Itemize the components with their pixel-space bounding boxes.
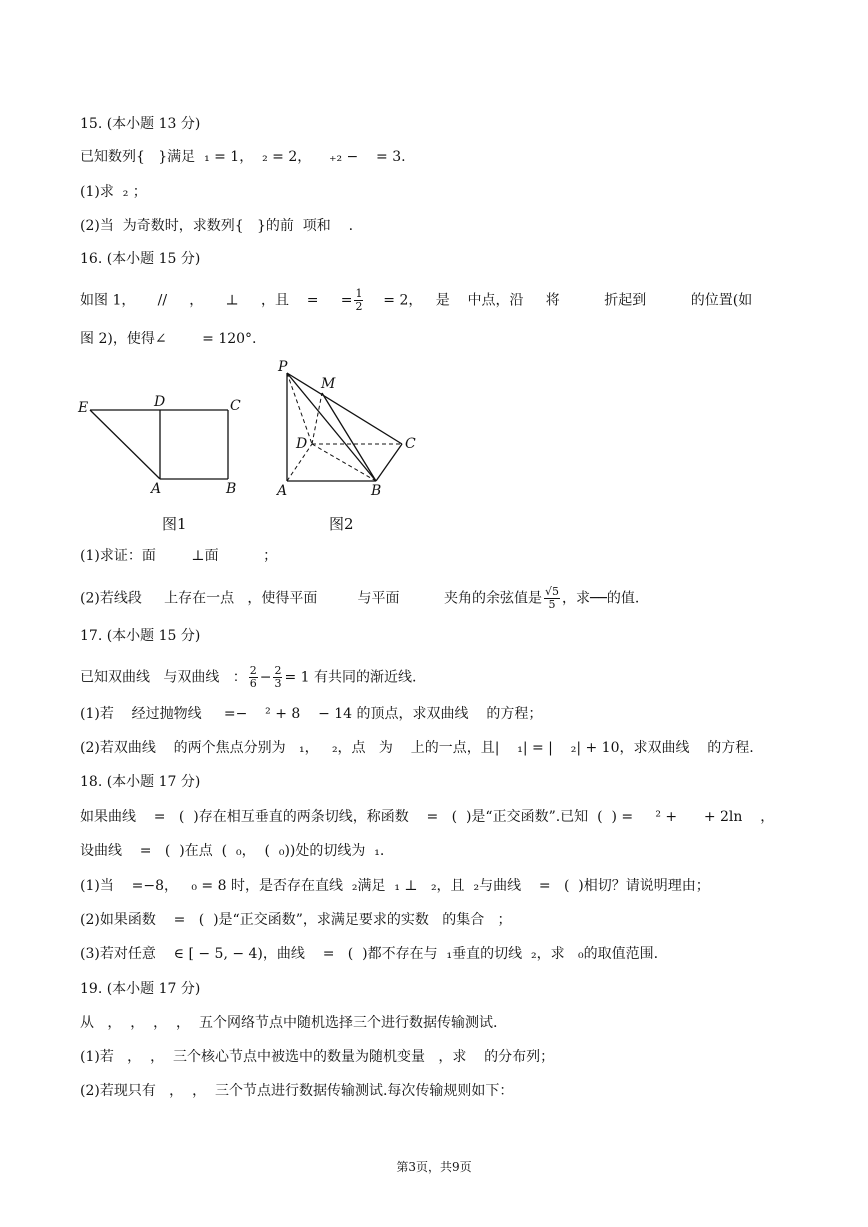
fig1-label-E: E <box>78 400 89 416</box>
q18-statement-line1: 如果曲线 = ( )存在相互垂直的两条切线，称函数 = ( )是“正交函数”.已知 ( ) = ² + + 2ln ， <box>80 809 775 825</box>
fig1-label-D: D <box>154 394 166 410</box>
fig2-edge-BC <box>376 444 402 481</box>
q17-fraction-1 <box>249 665 258 690</box>
fig2-caption: 图2 <box>329 515 354 533</box>
q17-statement-text-a: 已知双曲线 与双曲线 ： <box>80 669 247 686</box>
q18-part3: (3)若对任意 ∈ [ − 5, − 4)，曲线 = ( )都不存在与 ₁垂直的切线 ₂，求 ₀的取值范围. <box>80 946 659 962</box>
q19-part2: (2)若现只有 ， ， 三个节点进行数据传输测试.每次传输规则如下： <box>80 1083 514 1099</box>
q16-statement-text-b: = 2， 是 中点，沿 将 折起到 的位置(如 <box>365 292 753 309</box>
fig1-caption: 图1 <box>162 515 187 533</box>
q15-part2: (2)当 为奇数时，求数列{ }的前 项和 . <box>80 218 354 234</box>
fig1-label-C: C <box>230 398 241 414</box>
q16-header: 16. (本小题 15 分) <box>80 251 201 267</box>
q16-part2-fraction <box>544 586 560 611</box>
q16-part2-text-b: ，求──的值. <box>562 590 640 607</box>
fig2-edge-PD <box>287 373 312 444</box>
q17-part1: (1)若 经过抛物线 =− ² + 8 − 14 的顶点，求双曲线 的方程； <box>80 706 543 722</box>
q16-part2-fraction-num: √5 <box>545 585 560 598</box>
q18-part2: (2)如果函数 = ( )是“正交函数”，求满足要求的实数 的集合 ； <box>80 912 512 928</box>
q16-part2 <box>80 586 639 611</box>
q18-part1: (1)当 =−8， ₀ = 8 时，是否存在直线 ₂满足 ₁ ⊥ ₂，且 ₂与曲线 = ( )相切？请说明理由； <box>80 878 710 894</box>
q17-minus-sign: − <box>259 669 272 686</box>
fig2-label-P: P <box>278 359 288 375</box>
q19-statement: 从 ， ， ， ， 五个网络节点中随机选择三个进行数据传输测试. <box>80 1015 498 1031</box>
q17-fraction-2-num: 2 <box>274 664 282 677</box>
q16-part2-text-a: (2)若线段 上存在一点 ，使得平面 与平面 夹角的余弦值是 <box>80 590 542 607</box>
figure-1 <box>76 392 256 502</box>
q19-part1: (1)若 ， ， 三个核心节点中被选中的数量为随机变量 ，求 的分布列； <box>80 1049 555 1065</box>
q17-fraction-2 <box>273 665 282 690</box>
q16-part1: (1)求证：面 ⊥面 ； <box>80 548 278 564</box>
fig2-edge-PC <box>287 373 402 444</box>
q16-statement-text-a: 如图 1， // ， ⊥ ，且 = = <box>80 292 353 309</box>
fig1-label-B: B <box>226 481 237 497</box>
q15-header: 15. (本小题 13 分) <box>80 116 201 132</box>
q17-fraction-2-den: 3 <box>274 677 282 690</box>
q17-statement-text-b: = 1 有共同的渐近线. <box>284 669 417 686</box>
q16-fraction <box>354 288 363 313</box>
fig2-label-M: M <box>321 376 336 392</box>
q17-fraction-1-den: 6 <box>249 677 257 690</box>
fig1-edge-EA <box>90 410 160 479</box>
fig2-edge-MB <box>322 393 376 481</box>
q17-fraction-1-num: 2 <box>249 664 257 677</box>
q19-header: 19. (本小题 17 分) <box>80 981 201 997</box>
q18-statement-line2: 设曲线 = ( )在点 ( ₀， ( ₀))处的切线为 ₁. <box>80 843 385 859</box>
fig2-edge-DB <box>312 444 376 481</box>
q18-header: 18. (本小题 17 分) <box>80 774 201 790</box>
q15-statement: 已知数列{ }满足 ₁ = 1， ₂ = 2， ₊₂ − = 3. <box>80 149 406 165</box>
q16-fraction-num: 1 <box>355 287 363 300</box>
fig1-label-A: A <box>151 481 162 497</box>
q17-part2: (2)若双曲线 的两个焦点分别为 ₁， ₂，点 为 上的一点，且| ₁| = | ₂| + 10，求双曲线 的方程. <box>80 740 754 756</box>
q16-statement-line1 <box>80 288 752 313</box>
q16-part2-fraction-den: 5 <box>548 598 556 611</box>
q15-part1: (1)求 ₂ ； <box>80 184 147 200</box>
fig2-label-C: C <box>405 436 416 452</box>
figure-2 <box>272 358 432 503</box>
q17-header: 17. (本小题 15 分) <box>80 628 201 644</box>
fig2-label-D: D <box>296 436 308 452</box>
fig2-label-B: B <box>371 483 382 499</box>
q16-fraction-den: 2 <box>355 300 363 313</box>
q16-statement-line2: 图 2)，使得∠ = 120°. <box>80 331 257 347</box>
q17-statement <box>80 665 416 690</box>
page-footer: 第3页，共9页 <box>396 1160 472 1174</box>
fig2-edge-DM <box>312 393 322 444</box>
fig2-label-A: A <box>277 483 288 499</box>
